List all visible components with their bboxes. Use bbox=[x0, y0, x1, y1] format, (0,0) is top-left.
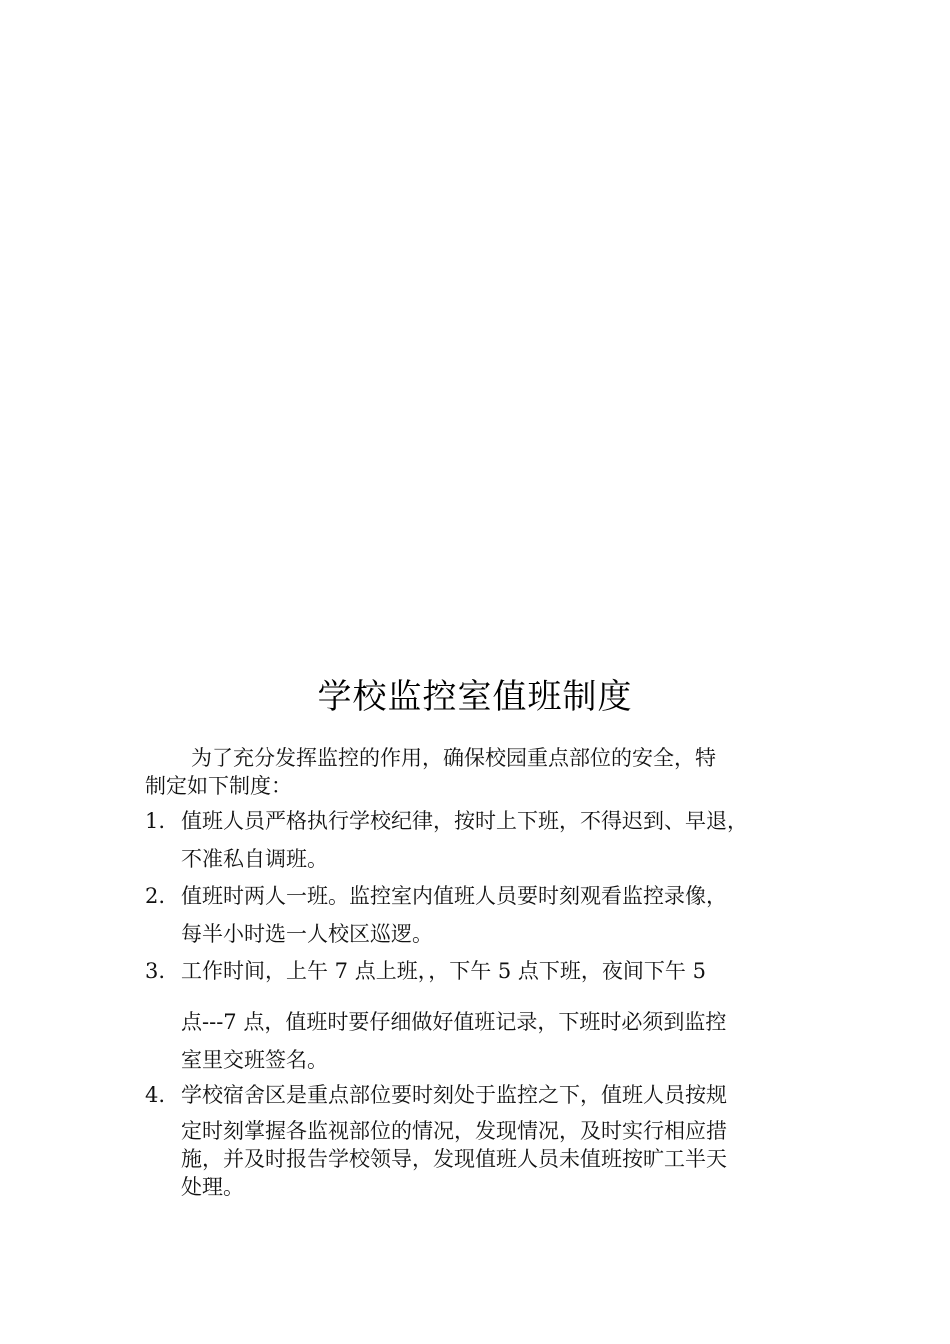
rule-line: 处理。 bbox=[181, 1175, 244, 1199]
intro-text-line-1: 为了充分发挥监控的作用，确保校园重点部位的安全，特 bbox=[191, 746, 716, 770]
rule-line: 值班人员严格执行学校纪律，按时上下班，不得迟到、早退， bbox=[181, 809, 748, 833]
rule-line: 施，并及时报告学校领导，发现值班人员未值班按旷工半天 bbox=[181, 1147, 727, 1171]
intro-text-line-2: 制定如下制度： bbox=[145, 774, 292, 798]
rule-number: 4. bbox=[145, 1083, 166, 1107]
intro-line bbox=[145, 744, 805, 772]
intro-paragraph bbox=[145, 744, 805, 800]
rule-line: 每半小时选一人校区巡逻。 bbox=[181, 922, 433, 946]
rule-line: 室里交班签名。 bbox=[181, 1048, 328, 1072]
rule-line: 工作时间，上午 7 点上班，，下午 5 点下班，夜间下午 5 bbox=[181, 959, 706, 983]
rule-line: 定时刻掌握各监视部位的情况，发现情况，及时实行相应措 bbox=[181, 1119, 727, 1143]
rule-line: 学校宿舍区是重点部位要时刻处于监控之下，值班人员按规 bbox=[181, 1083, 727, 1107]
rule-line: 不准私自调班。 bbox=[181, 847, 328, 871]
rule-number: 3. bbox=[145, 959, 166, 983]
rule-line: 值班时两人一班。监控室内值班人员要时刻观看监控录像， bbox=[181, 884, 727, 908]
rule-text bbox=[181, 1076, 821, 1201]
rule-text bbox=[181, 877, 821, 953]
rule-text bbox=[181, 802, 821, 878]
rule-line: 点---7 点，值班时要仔细做好值班记录，下班时必须到监控 bbox=[181, 1010, 727, 1034]
rule-text bbox=[181, 952, 821, 1079]
rule-number: 1. bbox=[145, 809, 166, 833]
rule-number: 2. bbox=[145, 884, 166, 908]
document-title: 学校监控室值班制度 bbox=[317, 677, 633, 717]
